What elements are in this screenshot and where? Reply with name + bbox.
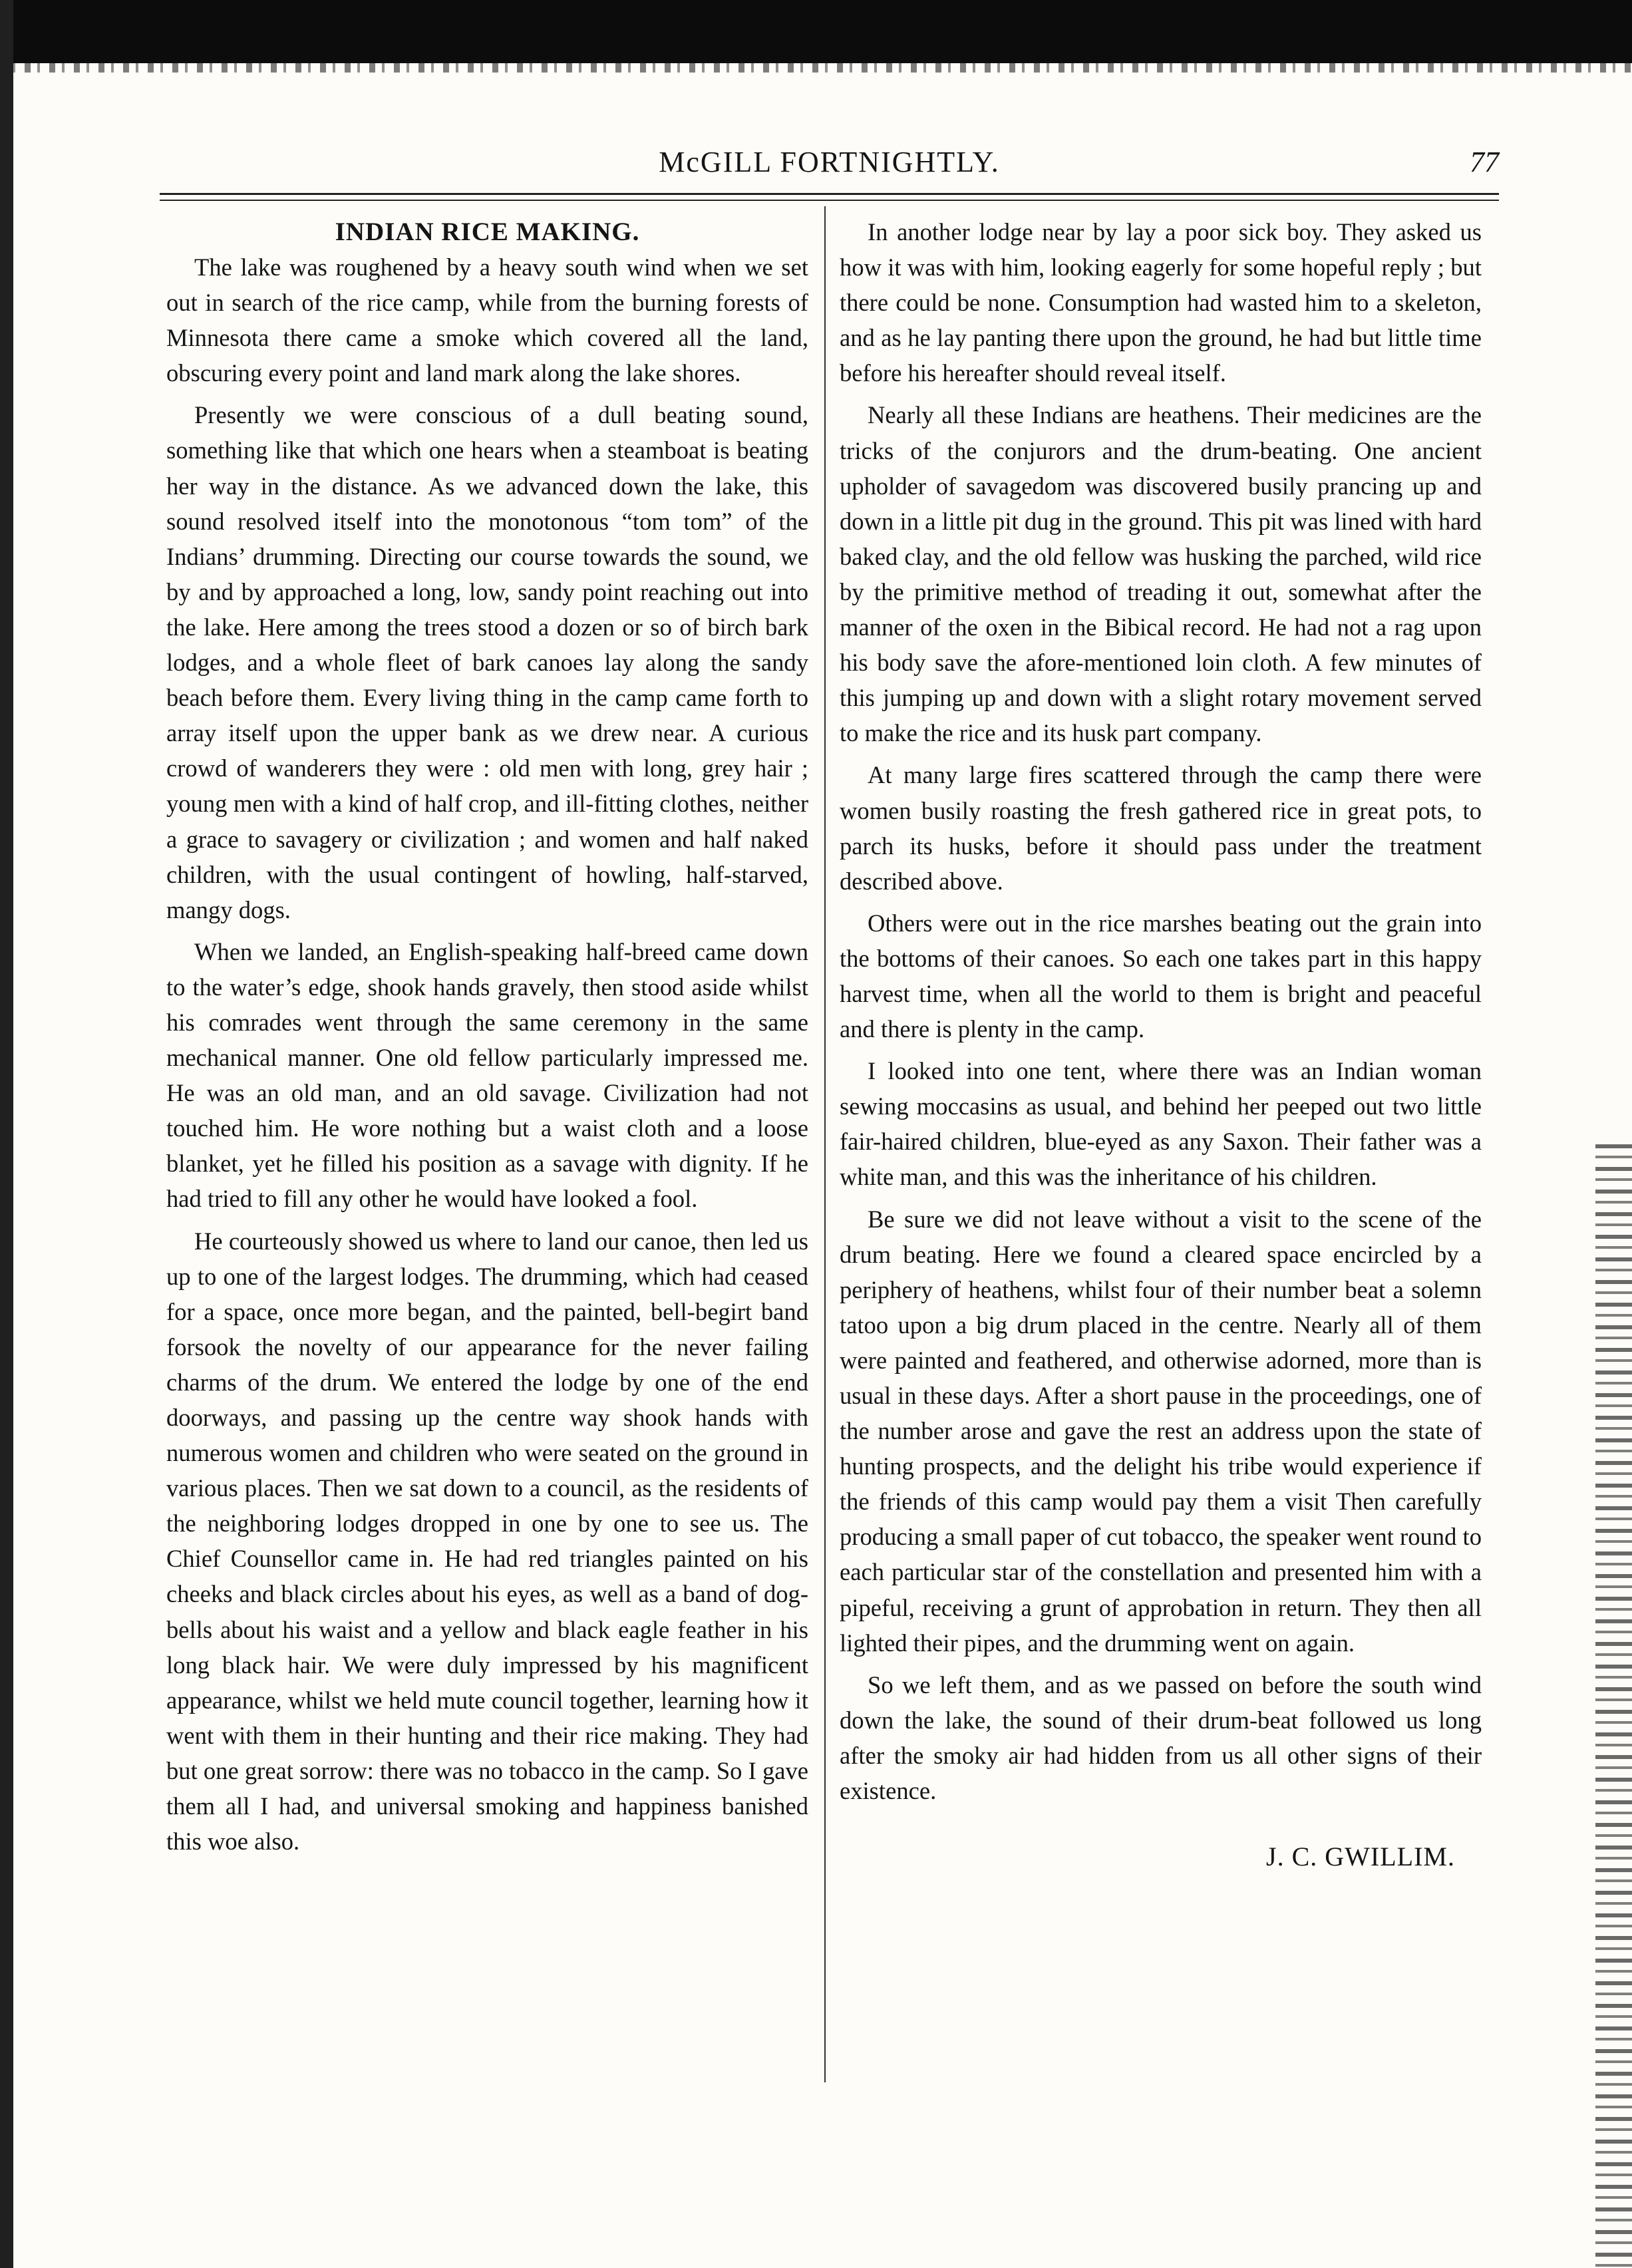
paragraph: So we left them, and as we passed on before the south wind down the lake, the sound of their drum-beat followed us long after the smoky air had hidden from us all other signs of their existence. bbox=[840, 1671, 1482, 1805]
paragraph: Be sure we did not leave without a visit to the scene of the drum beating. Here we found a cleared space encircled by a periphery of heathens, whilst four of their number beat a solemn tatoo upon a big drum placed in the centre. Nearly all of them were painted and feathered, and otherwise adorned, more than is usual in these days. After a short pause in the proceedings, one of the number arose and gave the rest an address upon the state of hunting prospects, and the delight his tribe would experience if the friends of this camp would pay them a visit Then carefully producing a small paper of cut tobacco, the speaker went round to each particular star of the constellation and presented him with a pipeful, receiving a grunt of approbation in return. They then all lighted their pipes, and the drumming went on again. bbox=[840, 1205, 1482, 1657]
paragraph: I looked into one tent, where there was an Indian woman sewing moccasins as usual, and behind her peeped out two little fair-haired children, blue-eyed as any Saxon. Their father was a white man, and this was the inheritance of his children. bbox=[840, 1057, 1482, 1191]
header-rule-top bbox=[160, 193, 1499, 195]
article-title: INDIAN RICE MAKING. bbox=[335, 218, 640, 246]
scan-edge-right bbox=[1595, 1144, 1632, 2268]
paragraph: At many large fires scattered through the camp there were women busily roasting the fresh gathered rice in great pots, to parch its husks, before it should pass under the treatment described above. bbox=[840, 761, 1482, 895]
paragraph: Nearly all these Indians are heathens. Their medicines are the tricks of the conjurors and the drum-beating. One ancient upholder of savagedom was discovered busily prancing up and down in a little pit dug in the ground. This pit was lined with hard baked clay, and the old fellow was husking the parched, wild rice by the primitive method of treading it out, somewhat after the manner of the oxen in the Bibical record. He had not a rag upon his body save the afore-mentioned loin cloth. A few minutes of this jumping up and down with a slight rotary movement served to make the rice and its husk part company. bbox=[840, 401, 1482, 747]
paragraph: The lake was roughened by a heavy south wind when we set out in search of the rice camp, while from the burning forests of Minnesota there came a smoke which covered all the land, obscuring every point and land mark along the lake shores. bbox=[166, 253, 808, 387]
paragraph: Others were out in the rice marshes beating out the grain into the bottoms of their canoes. So each one takes part in this happy harvest time, when all the world to them is bright and peaceful and there is plenty in the camp. bbox=[840, 909, 1482, 1043]
column-right bbox=[840, 214, 1482, 1874]
paragraph: When we landed, an English-speaking half-breed came down to the water’s edge, shook hands gravely, then stood aside whilst his comrades went through the same ceremony in the same mechanical manner. One old fellow particularly impressed me. He was an old man, and an old savage. Civilization had not touched him. He wore nothing but a waist cloth and a loose blanket, yet he filled his position as a savage with dignity. If he had tried to fill any other he would have looked a fool. bbox=[166, 937, 808, 1213]
scan-edge-fringe bbox=[0, 63, 1632, 73]
page-number: 77 bbox=[1470, 146, 1499, 178]
column-divider bbox=[824, 206, 826, 2082]
scan-edge-top bbox=[0, 0, 1632, 63]
author-byline: J. C. GWILLIM. bbox=[1266, 1842, 1455, 1872]
paragraph: In another lodge near by lay a poor sick boy. They asked us how it was with him, looking eagerly for some hopeful reply ; but there could be none. Consumption had wasted him to a skeleton, and as he lay panting there upon the ground, he had but little time before his hereafter should reveal itself. bbox=[840, 218, 1482, 387]
paragraph: Presently we were conscious of a dull beating sound, something like that which one hears when a steamboat is beating her way in the distance. As we advanced down the lake, this sound resolved itself into the monotonous “tom tom” of the Indians’ drumming. Directing our course towards the sound, we by and by approached a long, low, sandy point reaching out into the lake. Here among the trees stood a dozen or so of birch bark lodges, and a whole fleet of bark canoes lay along the sandy beach before them. Every living thing in the camp came forth to array itself upon the upper bank as we drew near. A curious crowd of wanderers they were : old men with long, grey hair ; young men with a kind of half crop, and ill-fitting clothes, neither a grace to savagery or civilization ; and women and half naked children, with the usual contingent of howling, half-starved, mangy dogs. bbox=[166, 401, 808, 923]
running-head: McGILL FORTNIGHTLY. bbox=[659, 146, 1000, 178]
page-header bbox=[160, 145, 1499, 188]
paragraph: He courteously showed us where to land our canoe, then led us up to one of the largest lodges. The drumming, which had ceased for a space, once more began, and the painted, bell-begirt band forsook the novelty of our appearance for the never failing charms of the drum. We entered the lodge by one of the end doorways, and passing up the centre way shook hands with numerous women and children who were seated on the ground in various places. Then we sat down to a council, as the residents of the neighboring lodges dropped in one by one to see us. The Chief Counsellor came in. He had red triangles painted on his cheeks and black circles about his eyes, as well as a band of dog-bells about his waist and a yellow and black eagle feather in his long black hair. We were duly impressed by his magnificent appearance, whilst we held mute council together, learning how it went with them in their hunting and their rice making. They had but one great sorrow: there was no tobacco in the camp. So I gave them all I had, and universal smoking and happiness banished this woe also. bbox=[166, 1227, 808, 1856]
scan-edge-left bbox=[0, 0, 13, 2268]
column-left bbox=[166, 214, 808, 1865]
header-rule-bottom bbox=[160, 200, 1499, 201]
